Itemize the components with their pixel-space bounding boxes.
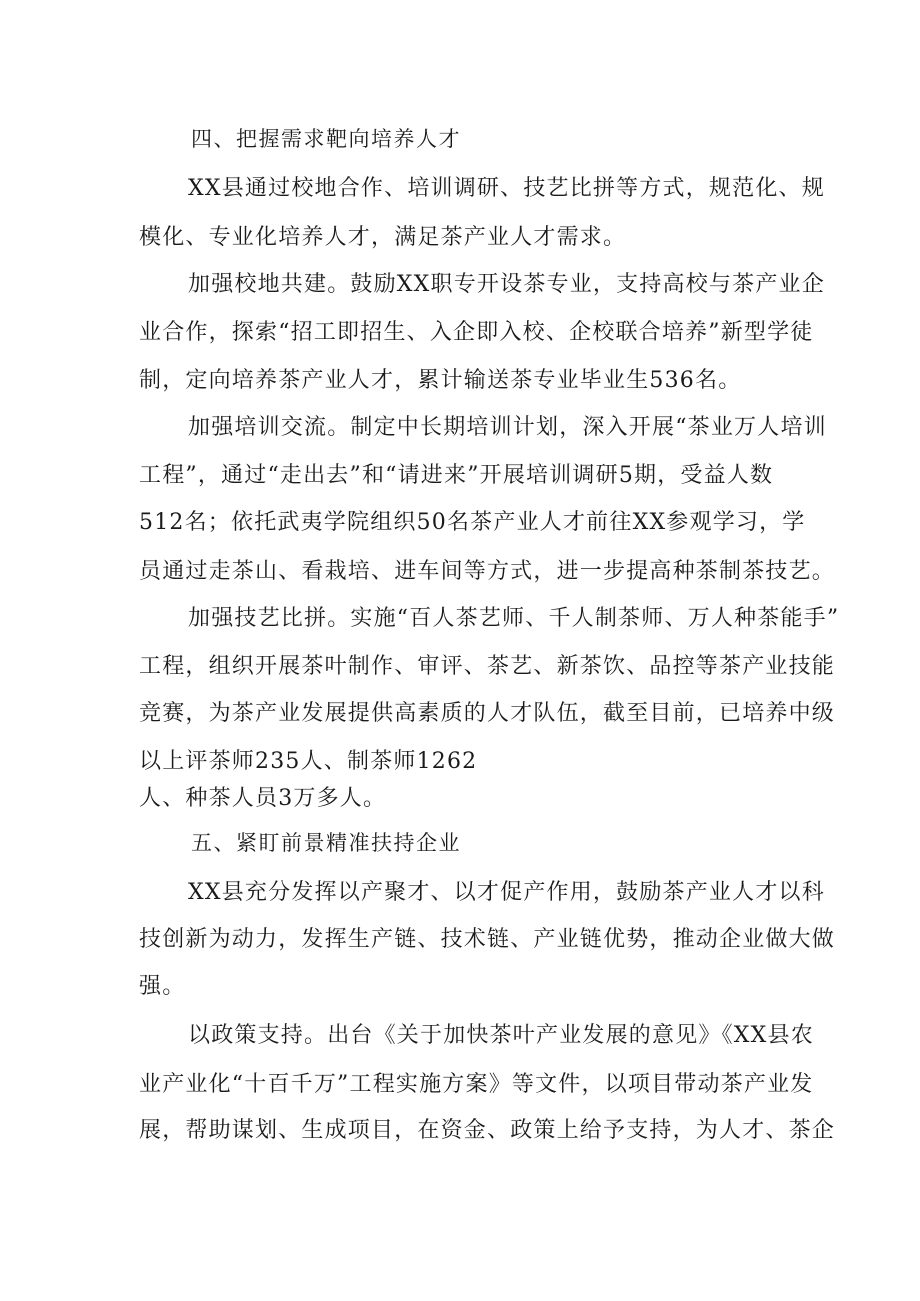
paragraph-line: 展，帮助谋划、生成项目，在资金、政策上给予支持，为人才、茶企	[139, 1118, 836, 1143]
paragraph-line: 加强技艺比拼。实施“百人茶艺师、千人制茶师、万人种茶能手”	[188, 606, 840, 631]
paragraph-line: 人、种茶人员3万多人。	[139, 786, 387, 811]
paragraph-line: 员通过走茶山、看栽培、进车间等方式，进一步提高种茶制茶技艺。	[139, 559, 836, 584]
paragraph-line: 加强培训交流。制定中长期培训计划，深入开展“茶业万人培训	[188, 415, 827, 440]
paragraph-line: 制，定向培养茶产业人才，累计输送茶专业毕业生536名。	[139, 368, 742, 393]
paragraph-line: XX县充分发挥以产聚才、以才促产作用，鼓励茶产业人才以科	[188, 880, 825, 905]
paragraph-line: 工程”，通过“走出去”和“请进来”开展培训调研5期，受益人数	[139, 463, 774, 488]
paragraph-line: 工程，组织开展茶叶制作、审评、茶艺、新茶饮、品控等茶产业技能	[139, 654, 836, 679]
paragraph-line: 强。	[139, 974, 186, 999]
paragraph-line: XX县通过校地合作、培训调研、技艺比拼等方式，规范化、规	[188, 176, 825, 201]
section-heading-4: 四、把握需求靶向培养人才	[191, 127, 461, 151]
paragraph-line: 以上评茶师235人、制茶师1262	[139, 749, 478, 774]
paragraph-line: 模化、专业化培养人才，满足茶产业人才需求。	[139, 225, 627, 250]
paragraph-line: 加强校地共建。鼓励XX职专开设茶专业，支持高校与茶产业企	[188, 272, 825, 297]
paragraph-line: 业合作，探索“招工即招生、入企即入校、企校联合培养”新型学徒	[139, 320, 814, 345]
section-heading-5: 五、紧盯前景精准扶持企业	[191, 831, 461, 855]
paragraph-line: 业产业化“十百千万”工程实施方案》等文件，以项目带动茶产业发	[139, 1072, 814, 1097]
paragraph-line: 512名；依托武夷学院组织50名茶产业人才前往XX参观学习，学	[139, 510, 806, 535]
paragraph-line: 竞赛，为茶产业发展提供高素质的人才队伍，截至目前，已培养中级	[139, 701, 836, 726]
paragraph-line: 以政策支持。出台《关于加快茶叶产业发展的意见》《XX县农	[188, 1023, 814, 1048]
paragraph-line: 技创新为动力，发挥生产链、技术链、产业链优势，推动企业做大做	[139, 927, 836, 952]
